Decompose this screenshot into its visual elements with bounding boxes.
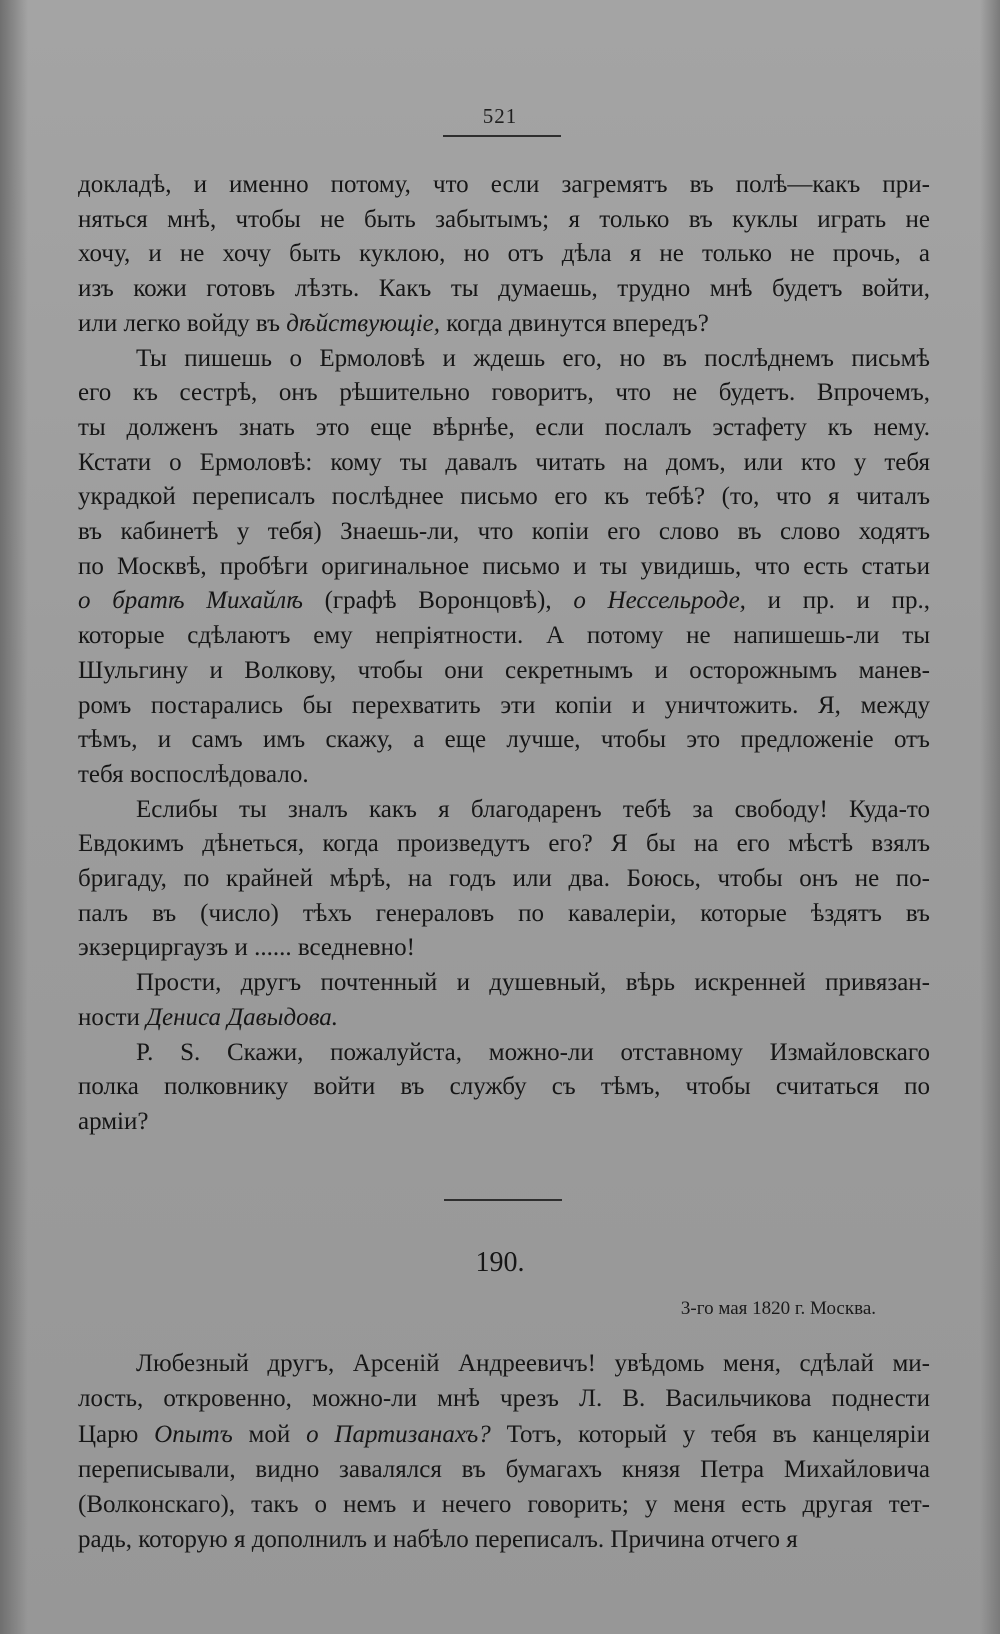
text-segment: хочу, и не хочу быть куклою, но отъ дѣла я не только не прочь, а (78, 240, 930, 268)
text-line (78, 376, 930, 411)
letter-190-body-text (78, 1346, 930, 1558)
text-segment: Кстати о Ермоловѣ: кому ты давалъ читать на домъ, или кто у тебя (78, 448, 930, 476)
text-segment: (Волконскаго), такъ о немъ и нечего говорить; у меня есть другая тет- (78, 1491, 930, 1519)
text-segment: палъ въ (число) тѣхъ генераловъ по кавалеріи, которые ѣздятъ въ (78, 899, 930, 927)
text-line (78, 619, 930, 654)
text-segment: ты долженъ знать это еще вѣрнѣе, если послалъ эстафету къ нему. (78, 413, 930, 441)
text-segment: бригаду, по крайней мѣрѣ, на годъ или два. Боюсь, чтобы онъ не по- (78, 865, 930, 893)
letter-dateline: 3-го мая 1820 г. Москва. (680, 1298, 876, 1319)
text-line (78, 1346, 930, 1381)
text-segment: когда двинутся впередъ? (440, 309, 709, 337)
italic-text-segment: о братѣ Михайлѣ (78, 587, 303, 615)
text-line (78, 237, 930, 272)
text-line (78, 584, 930, 619)
text-line (78, 862, 930, 897)
text-line (78, 550, 930, 585)
italic-text-segment: о Нессельроде, (573, 587, 746, 615)
text-line (78, 446, 930, 481)
text-line (78, 1452, 930, 1487)
text-segment: P. S. Скажи, пожалуйста, можно-ли отставному Измайловскаго (136, 1038, 930, 1066)
text-segment: мой (232, 1420, 307, 1448)
section-divider (444, 1199, 562, 1201)
text-line (78, 411, 930, 446)
text-line (78, 793, 930, 828)
text-segment: ромъ постарались бы перехватить эти копіи и уничтожить. Я, между (78, 691, 930, 719)
text-line (78, 1487, 930, 1522)
text-segment: по Москвѣ, пробѣги оригинальное письмо и ты увидишь, что есть статьи (78, 552, 930, 580)
italic-text-segment: о Партизанахъ? (306, 1420, 491, 1448)
text-segment: (графѣ Воронцовѣ), (302, 587, 574, 615)
text-line (78, 272, 930, 307)
scan-shadow-left (0, 0, 28, 1634)
text-segment: украдкой переписалъ послѣднее письмо его къ тебѣ? (то, что я читалъ (78, 483, 930, 511)
text-segment: полка полковнику войти въ службу съ тѣмъ, чтобы считаться по (78, 1073, 930, 1101)
text-segment: арміи? (78, 1107, 149, 1135)
text-line (78, 480, 930, 515)
text-segment: Евдокимъ дѣнеться, когда произведутъ его? Я бы на его мѣстѣ взялъ (78, 830, 930, 858)
text-line (78, 203, 930, 238)
text-line (78, 515, 930, 550)
text-line (78, 1417, 930, 1452)
italic-text-segment: Дениса Давыдова. (146, 1003, 339, 1031)
text-segment: тебя воспослѣдовало. (78, 760, 309, 788)
text-line (78, 1070, 930, 1105)
text-line (78, 966, 930, 1001)
page-number: 521 (482, 104, 518, 128)
text-segment: его къ сестрѣ, онъ рѣшительно говоритъ, что не будетъ. Впрочемъ, (78, 379, 930, 407)
text-segment: или легко войду въ (78, 309, 287, 337)
text-line (78, 1001, 930, 1036)
text-line (78, 689, 930, 724)
text-line (78, 1522, 930, 1557)
text-line (78, 168, 930, 203)
text-line (78, 1381, 930, 1416)
page-number-underline (443, 135, 561, 137)
text-segment: лость, откровенно, можно-ли мнѣ чрезъ Л. В. Васильчикова поднести (78, 1385, 930, 1413)
text-segment: изъ кожи готовъ лѣзть. Какъ ты думаешь, трудно мнѣ будетъ войти, (78, 275, 930, 303)
text-segment: Еслибы ты зналъ какъ я благодаренъ тебѣ за свободу! Куда-то (136, 795, 930, 823)
text-line (78, 758, 930, 793)
text-segment: переписывали, видно завалялся въ бумагахъ князя Петра Михайловича (78, 1455, 930, 1483)
italic-text-segment: Опытъ (154, 1420, 233, 1448)
letter-number: 190. (475, 1247, 525, 1278)
text-segment: Тотъ, который у тебя въ канцеляріи (490, 1420, 931, 1448)
text-line (78, 723, 930, 758)
italic-text-segment: дѣйствующіе, (286, 309, 440, 337)
text-segment: въ кабинетѣ у тебя) Знаешь-ли, что копіи его слово въ слово ходятъ (78, 518, 930, 546)
text-line (78, 897, 930, 932)
text-line (78, 342, 930, 377)
text-segment: и пр. и пр., (745, 587, 930, 615)
text-line (78, 827, 930, 862)
text-line (78, 307, 930, 342)
text-segment: Прости, другъ почтенный и душевный, вѣрь искренней привязан- (136, 969, 930, 997)
text-segment: радь, которую я дополнилъ и набѣло переписалъ. Причина отчего я (78, 1526, 798, 1554)
text-segment: докладѣ, и именно потому, что если загремятъ въ полѣ—какъ при- (78, 171, 930, 198)
text-segment: Ты пишешь о Ермоловѣ и ждешь его, но въ послѣднемъ письмѣ (136, 344, 930, 372)
text-segment: Шульгину и Волкову, чтобы они секретнымъ и осторожнымъ манев- (78, 656, 930, 684)
letter-189-closing-text (78, 168, 930, 1140)
scan-shadow-right (980, 0, 1000, 1634)
text-line (78, 1036, 930, 1071)
text-segment: Царю (78, 1420, 155, 1448)
text-line (78, 654, 930, 689)
text-segment: няться мнѣ, чтобы не быть забытымъ; я только въ куклы играть не (78, 205, 930, 233)
text-line (78, 931, 930, 966)
text-segment: тѣмъ, и самъ имъ скажу, а еще лучше, чтобы это предложеніе отъ (78, 726, 930, 754)
text-segment: которые сдѣлаютъ ему непріятности. А потому не напишешь-ли ты (78, 622, 930, 650)
text-segment: экзерциргаузъ и ...... вседневно! (78, 934, 415, 962)
text-segment: Любезный другъ, Арсеній Андреевичъ! увѣдомь меня, сдѣлай ми- (136, 1350, 930, 1377)
text-line (78, 1105, 930, 1140)
text-segment: ности (78, 1003, 147, 1031)
